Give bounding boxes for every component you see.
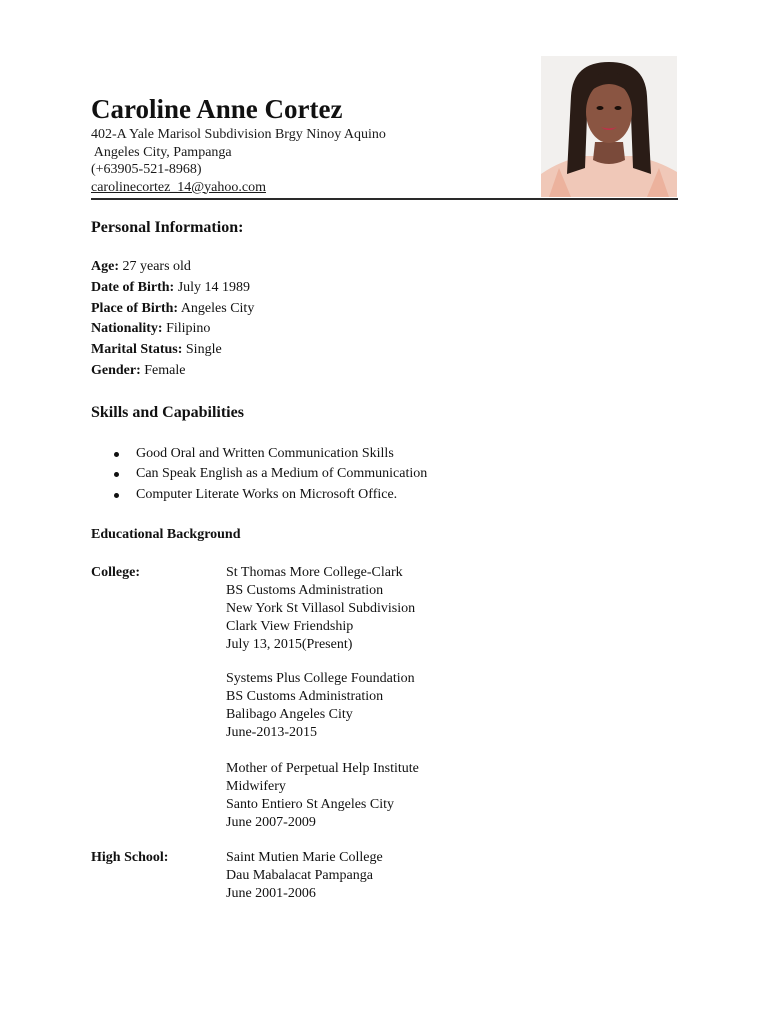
personal-field-nationality: Nationality: Filipino <box>91 321 211 337</box>
address-line-1: 402-A Yale Marisol Subdivision Brgy Ninoy Aquino <box>91 127 386 142</box>
personal-info-list <box>91 257 254 382</box>
email-link[interactable]: carolinecortez_14@yahoo.com <box>91 179 266 195</box>
portrait-illustration <box>541 56 677 197</box>
applicant-name: Caroline Anne Cortez <box>91 94 343 124</box>
list-item: Good Oral and Written Communication Skills <box>110 444 427 464</box>
header-divider <box>91 198 678 200</box>
college-entry-2: Systems Plus College Foundation BS Customs Administration Balibago Angeles City June-2013-2015 <box>226 671 415 740</box>
college-entry-1: St Thomas More College-Clark BS Customs Administration New York St Villasol Subdivision Clark View Friendship July 13, 2015(Present) <box>226 565 416 652</box>
bullet-icon <box>114 472 119 477</box>
education-heading: Educational Background <box>91 527 241 542</box>
personal-field-dob: Date of Birth: July 14 1989 <box>91 279 251 295</box>
skills-heading: Skills and Capabilities <box>91 404 244 421</box>
skills-list <box>110 444 427 505</box>
phone-number: (+63905-521-8968) <box>91 162 202 177</box>
bullet-icon <box>114 493 119 498</box>
profile-photo <box>541 56 677 197</box>
address-line-2: Angeles City, Pampanga <box>91 144 232 160</box>
college-label: College: <box>91 565 140 580</box>
highschool-label: High School: <box>91 850 169 865</box>
personal-field-age: Age: 27 years old <box>91 259 191 274</box>
list-item: Computer Literate Works on Microsoft Office. <box>110 485 427 505</box>
personal-field-pob: Place of Birth: Angeles City <box>91 300 255 316</box>
personal-field-gender: Gender: Female <box>91 362 186 378</box>
list-item: Can Speak English as a Medium of Communication <box>110 464 427 484</box>
college-entry-3: Mother of Perpetual Help Institute Midwifery Santo Entiero St Angeles City June 2007-2009 <box>226 761 419 830</box>
bullet-icon <box>114 452 119 457</box>
personal-info-heading: Personal Information: <box>91 219 244 236</box>
contact-block <box>91 126 386 196</box>
personal-field-marital-status: Marital Status: Single <box>91 342 222 358</box>
highschool-entry: Saint Mutien Marie College Dau Mabalacat Pampanga June 2001-2006 <box>226 850 383 901</box>
